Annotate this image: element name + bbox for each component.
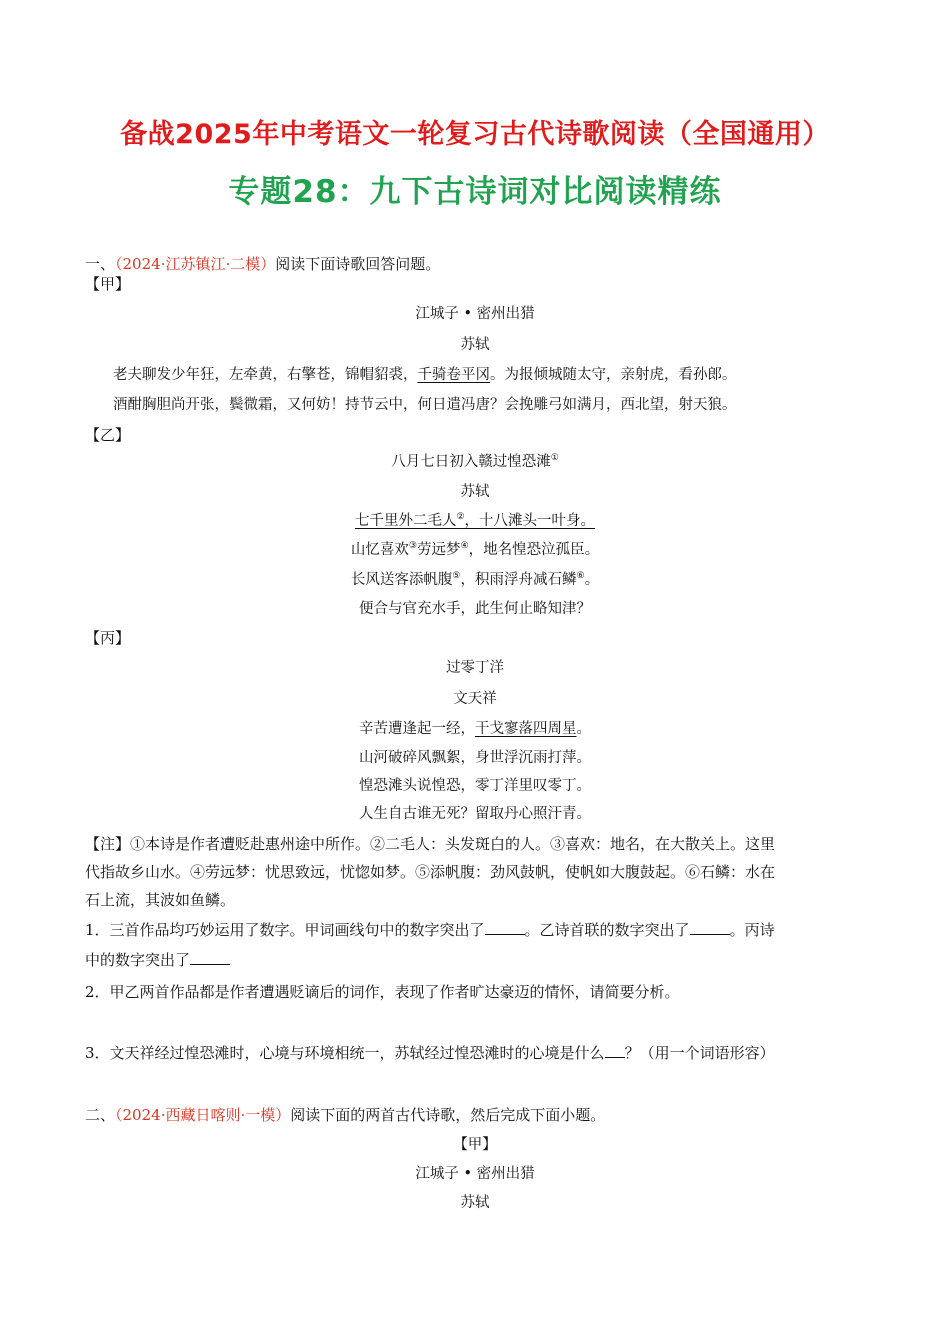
q1-bing-author: 文天祥 (453, 691, 497, 707)
q2-jia-author: 苏轼 (460, 1195, 490, 1211)
q1-yi-title: 八月七日初入赣过惶恐滩① (391, 453, 559, 470)
q1-yi-line-1 (0, 511, 950, 531)
q1-yi-line-4: 便合与官充水手，此生何止略知津？ (359, 601, 591, 617)
q1-note-line-1: 【注】①本诗是作者遭贬赴惠州途中所作。②二毛人：头发斑白的人。③喜欢：地名，在大散关上。这里 (85, 835, 776, 853)
q1-jia-title: 江城子 • 密州出猎 (415, 306, 535, 322)
underlined-line: 七千里外二毛人②，十八滩头一叶身。 (354, 512, 596, 529)
q1-jia-line-2: 酒酣胸胆尚开张，鬓微霜，又何妨！持节云中，何日遣冯唐？会挽雕弓如满月，西北望，射天狼。 (113, 397, 737, 413)
q2-number: 二、 (85, 1106, 116, 1124)
underlined-phrase: 千骑卷平冈 (417, 367, 490, 383)
q1-header (85, 254, 440, 274)
q1-sub-1-line-2: 中的数字突出了 (85, 950, 230, 970)
q1-bing-line-4: 人生自古谁无死？留取丹心照汗青。 (359, 806, 591, 822)
q1-yi-line-2: 山忆喜欢③劳远梦④，地名惶恐泣孤臣。 (350, 541, 600, 558)
answer-blank[interactable] (690, 920, 730, 935)
q2-jia-label: 【甲】 (453, 1137, 497, 1153)
q2-jia-title: 江城子 • 密州出猎 (415, 1166, 535, 1182)
q1-source: （2024·江苏镇江·二模） (115, 255, 276, 273)
sub-title: 专题28：九下古诗词对比阅读精练 (228, 174, 722, 210)
answer-blank[interactable] (485, 920, 525, 935)
answer-blank[interactable] (190, 950, 230, 965)
q1-bing-line-3: 惶恐滩头说惶恐，零丁洋里叹零丁。 (359, 778, 591, 794)
q1-yi-author: 苏轼 (460, 484, 490, 500)
q2-intro: 阅读下面的两首古代诗歌，然后完成下面小题。 (290, 1106, 606, 1124)
q1-sub-2: 2．甲乙两首作品都是作者遭遇贬谪后的词作，表现了作者旷达豪迈的情怀，请简要分析。 (85, 983, 680, 1001)
q2-header (85, 1105, 605, 1125)
q1-yi-label: 【乙】 (85, 426, 131, 444)
q1-sub-1-line-1: 1．三首作品均巧妙运用了数字。甲词画线句中的数字突出了 。乙诗首联的数字突出了 。丙诗 (85, 921, 775, 939)
q1-bing-line-1: 辛苦遭逢起一经，干戈寥落四周星。 (359, 721, 591, 737)
q2-source: （2024·西藏日喀则·一模） (115, 1106, 291, 1124)
q1-bing-label: 【丙】 (85, 629, 131, 647)
q1-yi-line-3: 长风送客添帆腹⑤，积雨浮舟减石鳞⑥。 (350, 571, 600, 588)
q1-jia-line-1: 老夫聊发少年狂，左牵黄，右擎苍，锦帽貂裘，千骑卷平冈。为报倾城随太守，亲射虎，看孙郎。 (113, 367, 737, 383)
answer-blank[interactable] (605, 1043, 625, 1058)
q1-jia-label: 【甲】 (85, 275, 131, 293)
q1-intro: 阅读下面诗歌回答问题。 (275, 255, 441, 273)
q1-sub-3: 3．文天祥经过惶恐滩时，心境与环境相统一，苏轼经过惶恐滩时的心境是什么 ？（用一个词语形容） (85, 1044, 775, 1062)
main-title: 备战2025年中考语文一轮复习古代诗歌阅读（全国通用） (120, 119, 830, 150)
q1-number: 一、 (85, 255, 116, 273)
q1-bing-line-2: 山河破碎风飘絮，身世浮沉雨打萍。 (359, 750, 591, 766)
q1-jia-author: 苏轼 (460, 337, 490, 353)
q1-note-line-3: 石上流，其波如鱼鳞。 (85, 891, 236, 909)
underlined-phrase: 干戈寥落四周星 (475, 721, 577, 737)
q1-bing-title: 过零丁洋 (446, 660, 504, 676)
q1-note-line-2: 代指故乡山水。④劳远梦：忧思致远，忧惚如梦。⑤添帆腹：劲风鼓帆，使帆如大腹鼓起。⑥石鳞：水在 (85, 863, 776, 881)
